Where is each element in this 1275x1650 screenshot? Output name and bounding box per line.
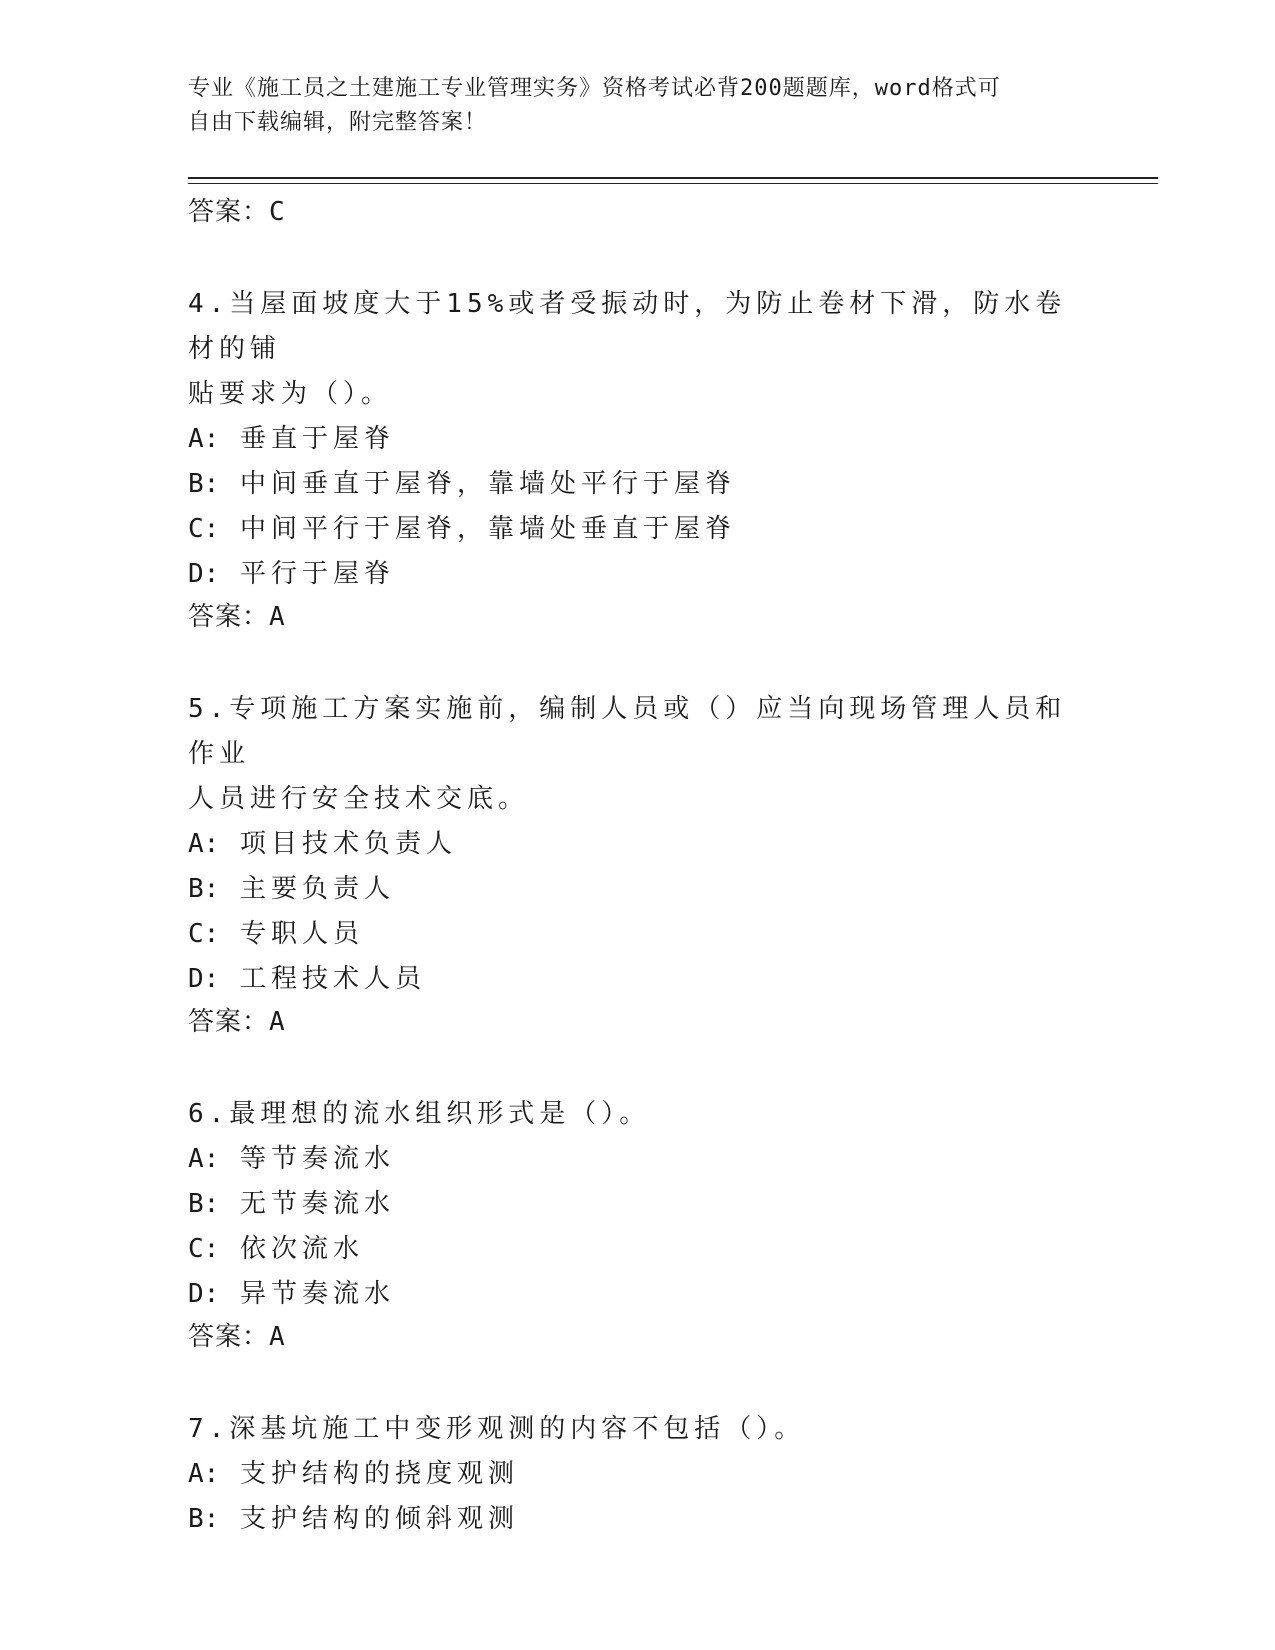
- question-stem-line: 4.当屋面坡度大于15%或者受振动时，为防止卷材下滑，防水卷材的铺: [188, 289, 1067, 364]
- question-list: [188, 192, 1088, 1542]
- answer-label: 答案：: [188, 602, 270, 632]
- option-key: D:: [188, 964, 220, 994]
- answer-label: 答案：: [188, 1007, 270, 1037]
- question-stem: [188, 1407, 1088, 1452]
- option-text: 中间垂直于屋脊，靠墙处平行于屋脊: [239, 469, 736, 499]
- option-key: C:: [188, 919, 220, 949]
- option-key: D:: [188, 1279, 220, 1309]
- question-stem-line: 7.深基坑施工中变形观测的内容不包括（）。: [188, 1414, 806, 1444]
- option-key: C:: [188, 514, 220, 544]
- option-a: [188, 822, 1088, 867]
- option-key: B:: [188, 469, 220, 499]
- option-text: 中间平行于屋脊，靠墙处垂直于屋脊: [239, 514, 736, 544]
- question-4: [188, 282, 1088, 637]
- option-c: [188, 912, 1088, 957]
- option-a: [188, 1137, 1088, 1182]
- option-a: [188, 1452, 1088, 1497]
- document-header: [188, 72, 1088, 140]
- answer-value: A: [269, 1322, 286, 1352]
- answer-label: 答案：: [188, 197, 270, 227]
- option-text: 支护结构的倾斜观测: [239, 1504, 519, 1534]
- option-c: [188, 507, 1088, 552]
- answer-value: A: [269, 1007, 286, 1037]
- option-text: 项目技术负责人: [239, 829, 457, 859]
- option-b: [188, 1182, 1088, 1227]
- option-b: [188, 867, 1088, 912]
- option-key: C:: [188, 1234, 220, 1264]
- option-key: B:: [188, 874, 220, 904]
- spacer: [188, 1357, 1088, 1407]
- question-stem-line: 贴要求为（）。: [188, 379, 393, 409]
- option-b: [188, 1497, 1088, 1542]
- answer-value: C: [269, 197, 286, 227]
- option-a: [188, 417, 1088, 462]
- question-stem: [188, 282, 1088, 417]
- question-stem-line: 5.专项施工方案实施前，编制人员或（）应当向现场管理人员和作业: [188, 694, 1067, 769]
- question-answer: [188, 1002, 1088, 1042]
- answer-value: A: [269, 602, 286, 632]
- option-text: 异节奏流水: [239, 1279, 395, 1309]
- question-6: [188, 1092, 1088, 1357]
- option-c: [188, 1227, 1088, 1272]
- option-key: D:: [188, 559, 220, 589]
- spacer: [188, 1042, 1088, 1092]
- question-answer: [188, 1317, 1088, 1357]
- option-text: 垂直于屋脊: [239, 424, 395, 454]
- option-key: A:: [188, 424, 220, 454]
- option-text: 主要负责人: [239, 874, 395, 904]
- question-7: [188, 1407, 1088, 1542]
- answer-label: 答案：: [188, 1322, 270, 1352]
- spacer: [188, 637, 1088, 687]
- header-line-2: 自由下载编辑，附完整答案！: [188, 110, 488, 135]
- option-key: A:: [188, 829, 220, 859]
- option-d: [188, 1272, 1088, 1317]
- header-divider-thin: [188, 183, 1158, 184]
- option-text: 平行于屋脊: [239, 559, 395, 589]
- previous-answer: [188, 192, 1088, 232]
- option-key: B:: [188, 1189, 220, 1219]
- option-key: A:: [188, 1459, 220, 1489]
- option-text: 专职人员: [239, 919, 364, 949]
- option-key: A:: [188, 1144, 220, 1174]
- option-b: [188, 462, 1088, 507]
- option-d: [188, 957, 1088, 1002]
- option-text: 依次流水: [239, 1234, 364, 1264]
- option-text: 等节奏流水: [239, 1144, 395, 1174]
- question-5: [188, 687, 1088, 1042]
- option-text: 支护结构的挠度观测: [239, 1459, 519, 1489]
- spacer: [188, 232, 1088, 282]
- question-answer: [188, 597, 1088, 637]
- question-stem-line: 人员进行安全技术交底。: [188, 784, 530, 814]
- option-d: [188, 552, 1088, 597]
- question-stem-line: 6.最理想的流水组织形式是（）。: [188, 1099, 651, 1129]
- question-stem: [188, 1092, 1088, 1137]
- option-key: B:: [188, 1504, 220, 1534]
- header-line-1: 专业《施工员之土建施工专业管理实务》资格考试必背200题题库，word格式可: [188, 76, 1001, 101]
- question-stem: [188, 687, 1088, 822]
- option-text: 工程技术人员: [239, 964, 426, 994]
- header-divider-thick: [188, 177, 1158, 179]
- option-text: 无节奏流水: [239, 1189, 395, 1219]
